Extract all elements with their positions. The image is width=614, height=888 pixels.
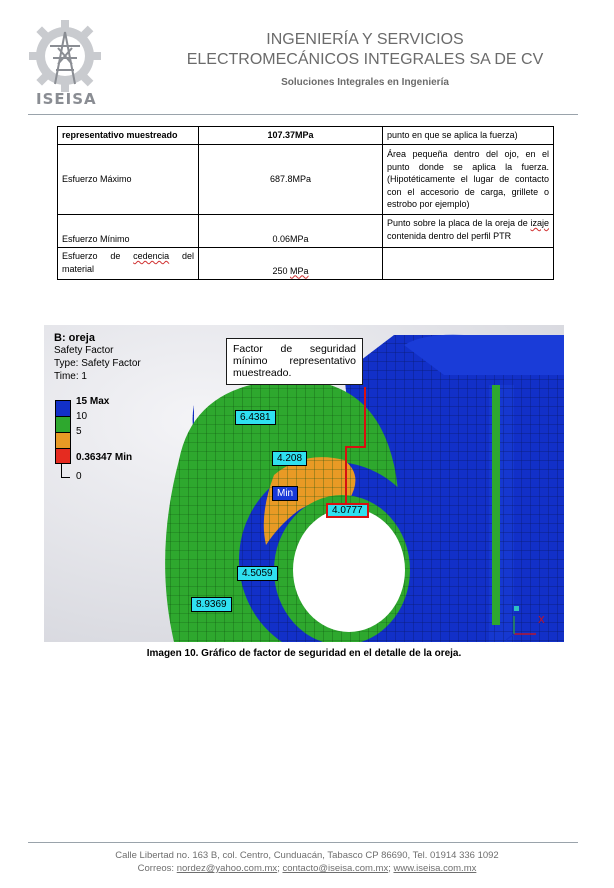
figure-line2: Safety Factor: [54, 345, 114, 356]
table-row: [58, 145, 554, 215]
probe-label: 6.4381: [235, 410, 276, 425]
table-cell: [58, 248, 199, 280]
probe-label: 8.9369: [191, 597, 232, 612]
cell-text-flagged: MPa: [290, 265, 309, 276]
table-cell: [383, 248, 554, 280]
callout-leader: [345, 446, 366, 448]
table-row: [58, 248, 554, 280]
company-name-line1: INGENIERÍA Y SERVICIOS: [266, 31, 464, 48]
website-link[interactable]: www.iseisa.com.mx: [393, 863, 477, 874]
table-row: [58, 215, 554, 248]
legend-zero: 0: [76, 471, 82, 482]
footer-correos-label: Correos:: [137, 863, 177, 874]
cell-text: Esfuerzo Máximo: [62, 174, 132, 185]
cell-text: Esfuerzo de: [62, 251, 134, 261]
footer-contacts: [0, 863, 614, 874]
legend-orange: [56, 433, 70, 449]
stress-table: [57, 126, 554, 280]
cell-text-flagged: cedencia: [133, 251, 170, 261]
legend-blue: [56, 401, 70, 417]
callout-text: Factor de seguridad mínimo representativo muestreado.: [233, 343, 356, 379]
company-tagline: Soluciones Integrales en Ingeniería: [281, 77, 449, 88]
callout-leader: [364, 387, 366, 447]
probe-label: 4.5059: [237, 566, 278, 581]
callout-box: [226, 338, 363, 385]
axis-x-label: X: [538, 615, 545, 626]
figure-title: B: oreja: [54, 332, 95, 344]
header-rule: [28, 114, 578, 115]
table-cell: 0.06MPa: [199, 215, 383, 248]
company-name-line2: ELECTROMECÁNICOS INTEGRALES SA DE CV: [186, 51, 544, 68]
probe-label: 4.208: [272, 451, 307, 466]
probe-min-label: Min: [272, 486, 298, 501]
table-cell: [383, 215, 554, 248]
table-cell: 687.8MPa: [199, 145, 383, 215]
table-cell: representativo muestreado: [58, 127, 199, 145]
table-cell: [199, 248, 383, 280]
callout-leader: [345, 446, 347, 506]
legend-max: 15 Max: [76, 396, 110, 407]
legend-line: [61, 463, 70, 478]
table-cell: 107.37MPa: [199, 127, 383, 145]
legend-10: 10: [76, 411, 88, 422]
separator: ;: [277, 863, 283, 874]
cell-text: contenida dentro del perfil PTR: [387, 230, 512, 241]
cell-text: del material: [62, 251, 195, 274]
legend-green: [56, 417, 70, 433]
table-cell: Área pequeña dentro del ojo, en el punto donde se aplica la fuerza.(Hipotéticamente el lugar de contacto con el accesorio de carga, grillete o estrobo por ejemplo): [383, 145, 554, 215]
table-cell: Esfuerzo Mínimo: [58, 215, 199, 248]
legend-red: [56, 449, 70, 463]
figure-line4: Time: 1: [54, 371, 87, 382]
separator: ;: [388, 863, 394, 874]
table-row: [58, 127, 554, 145]
email-link-contacto[interactable]: contacto@iseisa.com.mx: [282, 863, 389, 874]
email-link-nordez[interactable]: nordez@yahoo.com.mx: [176, 863, 278, 874]
legend-5: 5: [76, 426, 82, 437]
cell-text-flagged: izaje: [530, 218, 549, 228]
cell-text: 250: [272, 265, 290, 276]
legend-colorbar: [55, 400, 71, 464]
footer-address: Calle Libertad no. 163 B, col. Centro, Cunduacán, Tabasco CP 86690, Tel. 01914 336 1092: [115, 850, 499, 861]
figure-line3: Type: Safety Factor: [54, 358, 141, 369]
cell-text: Punto sobre la placa de la oreja de: [387, 218, 531, 228]
figure-caption: Imagen 10. Gráfico de factor de seguridad en el detalle de la oreja.: [146, 648, 462, 659]
logo-text: ISEISA: [36, 90, 97, 108]
table-cell: punto en que se aplica la fuerza): [383, 127, 554, 145]
probe-label: 4.0777: [326, 503, 369, 518]
table-cell: [58, 145, 199, 215]
safety-factor-figure: [44, 325, 564, 642]
legend-min: 0.36347 Min: [76, 452, 133, 463]
footer-rule: [28, 842, 578, 843]
